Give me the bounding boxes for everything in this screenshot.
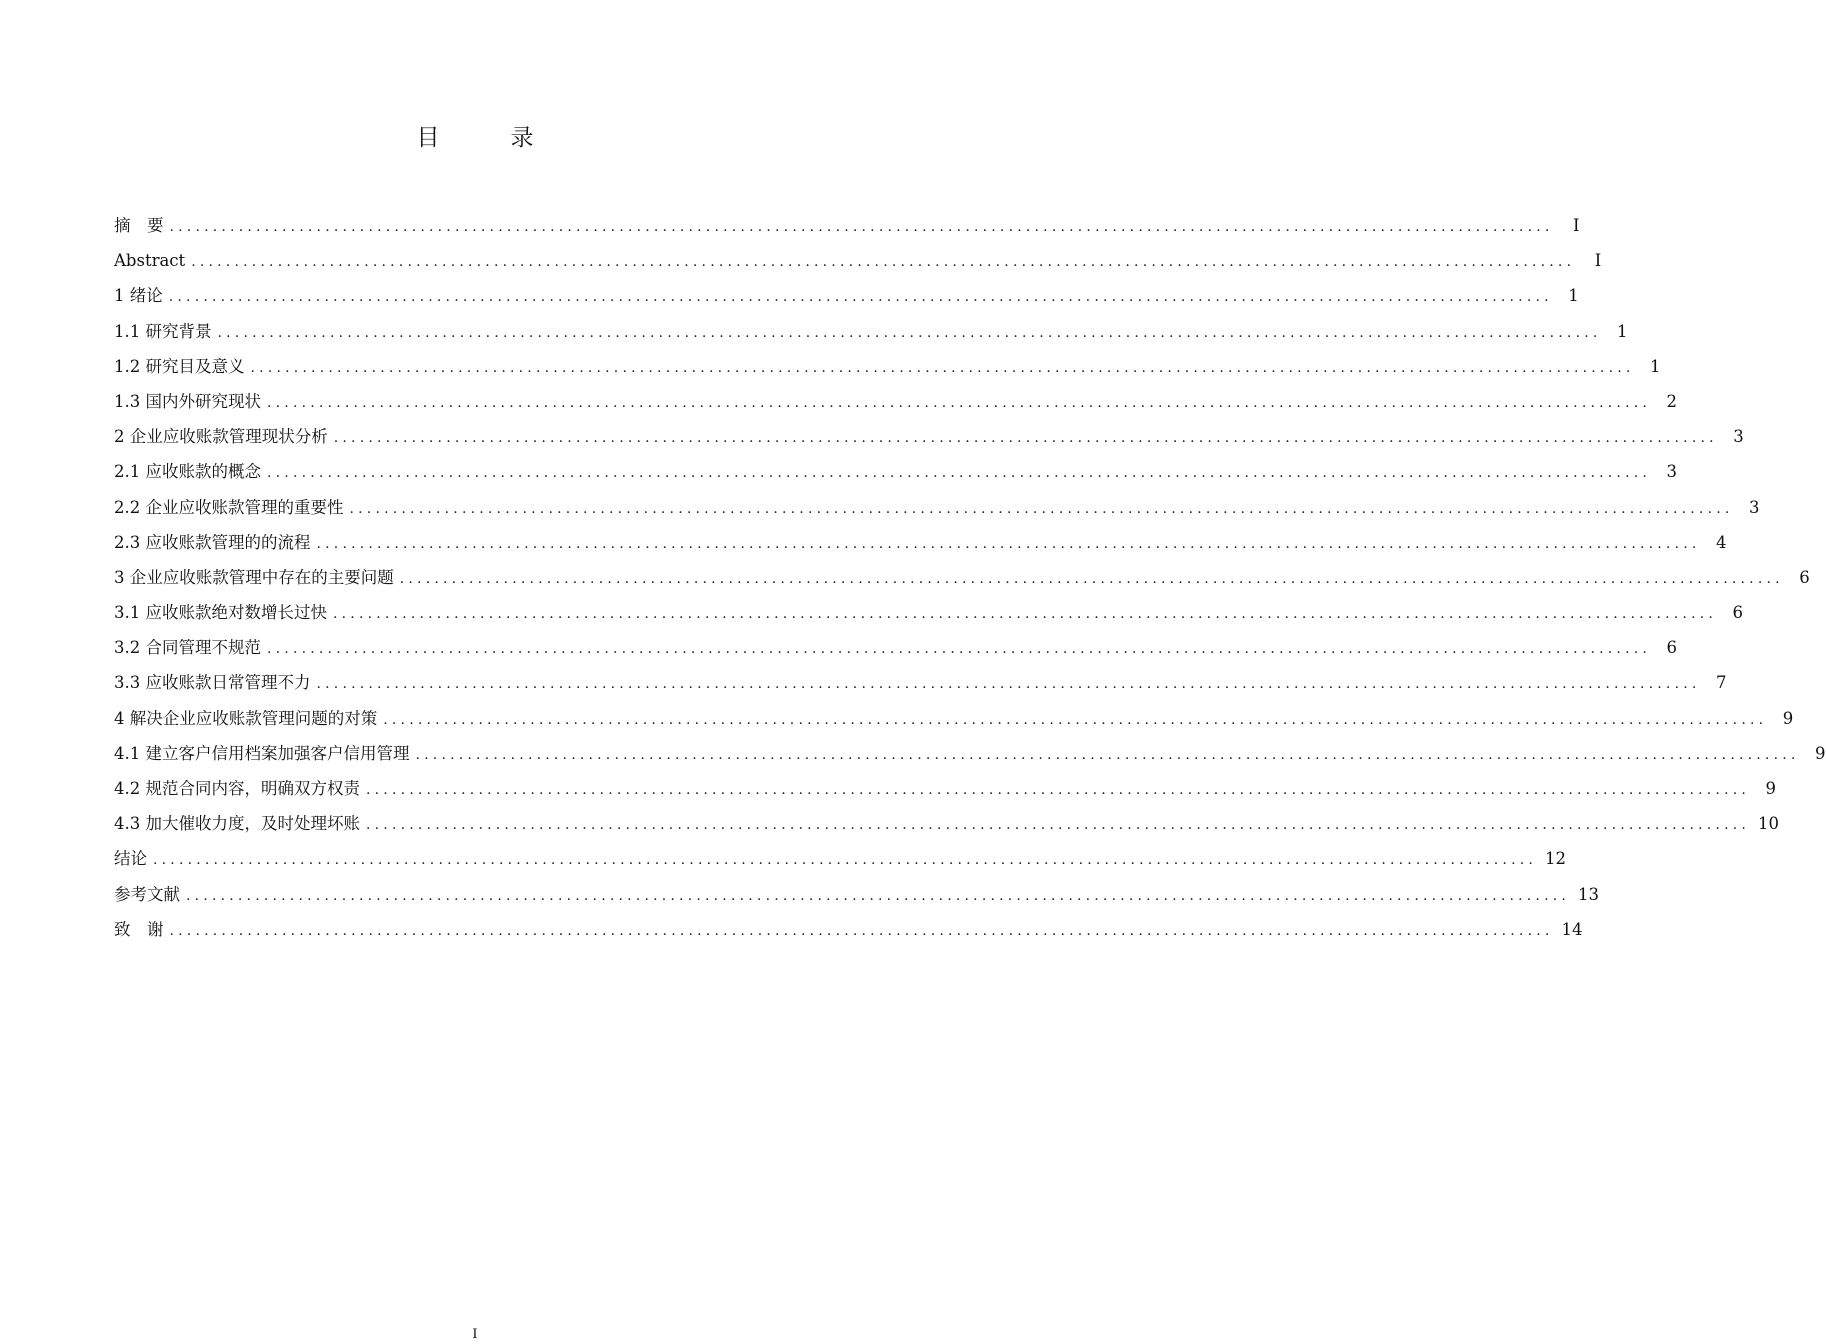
- toc-entry-page: 10: [1758, 814, 1780, 834]
- toc-entry-page: I: [1573, 216, 1580, 235]
- toc-entry-label: 2.2 企业应收账款管理的重要性: [114, 497, 344, 517]
- toc-entry-label: 2 企业应收账款管理现状分析: [114, 427, 328, 447]
- toc-leader-dots: ................................................................................................................................................................: [191, 254, 1576, 271]
- toc-entry-abstract-cn[interactable]: [114, 208, 1580, 243]
- toc-entry-label: 4 解决企业应收账款管理问题的对策: [114, 708, 378, 728]
- toc-entry-label: 4.3 加大催收力度，及时处理坏账: [114, 814, 360, 834]
- toc-entry-section-4-3[interactable]: [114, 806, 1780, 841]
- toc-entry-acknowledgements[interactable]: [114, 912, 1583, 947]
- toc-leader-dots: ................................................................................................................................................................: [316, 535, 1701, 552]
- toc-entry-page: 6: [1799, 567, 1810, 587]
- toc-entry-label: 1 绪论: [114, 286, 163, 306]
- toc-entry-page: 4: [1716, 532, 1727, 552]
- toc-leader-dots: ................................................................................................................................................................: [383, 711, 1768, 728]
- toc-entry-label: 1.3 国内外研究现状: [114, 391, 261, 411]
- toc-leader-dots: ................................................................................................................................................................: [169, 219, 1554, 235]
- page-title: 目 录: [416, 125, 558, 151]
- toc-entry-section-4-1[interactable]: [114, 736, 1826, 771]
- toc-entry-page: 1: [1650, 356, 1661, 376]
- toc-leader-dots: ................................................................................................................................................................: [333, 430, 1718, 447]
- toc-entry-references[interactable]: [114, 877, 1600, 912]
- toc-entry-section-3-1[interactable]: [114, 595, 1744, 630]
- toc-leader-dots: ................................................................................................................................................................: [267, 465, 1652, 482]
- toc-entry-label: 3.1 应收账款绝对数增长过快: [114, 603, 327, 623]
- toc-entry-page: 7: [1716, 673, 1727, 693]
- toc-leader-dots: ................................................................................................................................................................: [250, 359, 1635, 376]
- toc-entry-abstract-en[interactable]: [114, 243, 1602, 278]
- toc-entry-page: 1: [1568, 286, 1579, 306]
- toc-entry-label: 参考文献: [114, 884, 180, 904]
- toc-entry-section-3-2[interactable]: [114, 630, 1678, 665]
- toc-leader-dots: ................................................................................................................................................................: [333, 606, 1718, 623]
- page-number: I: [472, 1327, 478, 1342]
- toc-leader-dots: ................................................................................................................................................................: [267, 394, 1652, 411]
- toc-entry-page: 3: [1749, 497, 1760, 517]
- toc-entry-chapter-4[interactable]: [114, 701, 1794, 736]
- toc-leader-dots: ................................................................................................................................................................: [217, 324, 1602, 341]
- toc-entry-label: 1.2 研究目及意义: [114, 356, 245, 376]
- toc-entry-section-2-3[interactable]: [114, 525, 1727, 560]
- toc-entry-chapter-1[interactable]: [114, 278, 1579, 313]
- toc-leader-dots: ................................................................................................................................................................: [349, 500, 1734, 517]
- toc-entry-page: 6: [1732, 603, 1744, 623]
- toc-entry-label: 3 企业应收账款管理中存在的主要问题: [114, 567, 394, 587]
- toc-entry-conclusion[interactable]: [114, 841, 1567, 876]
- toc-entry-page: 2: [1666, 391, 1678, 411]
- toc-entry-page: 12: [1545, 849, 1567, 869]
- toc-entry-page: 9: [1765, 779, 1777, 798]
- toc-entry-section-1-2[interactable]: [114, 349, 1661, 384]
- toc-entry-page: 1: [1617, 321, 1628, 341]
- toc-leader-dots: ................................................................................................................................................................: [186, 887, 1571, 904]
- toc-leader-dots: ................................................................................................................................................................: [415, 746, 1800, 763]
- toc-entry-page: 6: [1666, 638, 1678, 658]
- toc-entry-section-4-2[interactable]: [114, 771, 1777, 806]
- toc-entry-chapter-3[interactable]: [114, 560, 1810, 595]
- toc-leader-dots: ................................................................................................................................................................: [366, 782, 1751, 798]
- toc-entry-page: 14: [1561, 919, 1583, 939]
- toc-entry-label: 结论: [114, 849, 147, 869]
- toc-leader-dots: ................................................................................................................................................................: [168, 289, 1553, 306]
- toc-entry-label: 摘 要: [114, 216, 164, 235]
- toc-entry-page: 13: [1578, 884, 1600, 904]
- table-of-contents: [114, 208, 1826, 947]
- toc-entry-section-1-1[interactable]: [114, 314, 1628, 349]
- toc-entry-label: Abstract: [114, 251, 186, 271]
- toc-entry-section-1-3[interactable]: [114, 384, 1678, 419]
- toc-entry-label: 4.1 建立客户信用档案加强客户信用管理: [114, 743, 410, 763]
- toc-leader-dots: ................................................................................................................................................................: [399, 570, 1784, 587]
- toc-entry-page: 3: [1733, 427, 1744, 447]
- toc-entry-page: I: [1594, 251, 1602, 271]
- toc-entry-label: 致 谢: [114, 919, 164, 939]
- toc-leader-dots: ................................................................................................................................................................: [316, 676, 1701, 693]
- toc-entry-label: 2.1 应收账款的概念: [114, 462, 261, 482]
- toc-entry-label: 2.3 应收账款管理的的流程: [114, 532, 311, 552]
- toc-entry-section-2-1[interactable]: [114, 454, 1678, 489]
- toc-entry-page: 3: [1666, 462, 1678, 482]
- toc-entry-page: 9: [1815, 743, 1826, 763]
- toc-entry-page: 9: [1782, 708, 1794, 728]
- toc-entry-chapter-2[interactable]: [114, 419, 1744, 454]
- toc-leader-dots: ................................................................................................................................................................: [169, 922, 1554, 939]
- toc-entry-label: 1.1 研究背景: [114, 321, 212, 341]
- toc-entry-label: 3.3 应收账款日常管理不力: [114, 673, 311, 693]
- toc-entry-label: 4.2 规范合同内容，明确双方权责: [114, 779, 360, 798]
- toc-entry-section-2-2[interactable]: [114, 490, 1760, 525]
- toc-leader-dots: ................................................................................................................................................................: [366, 817, 1751, 834]
- toc-entry-label: 3.2 合同管理不规范: [114, 638, 261, 658]
- toc-entry-section-3-3[interactable]: [114, 665, 1727, 700]
- toc-leader-dots: ................................................................................................................................................................: [153, 852, 1538, 869]
- toc-leader-dots: ................................................................................................................................................................: [267, 641, 1652, 658]
